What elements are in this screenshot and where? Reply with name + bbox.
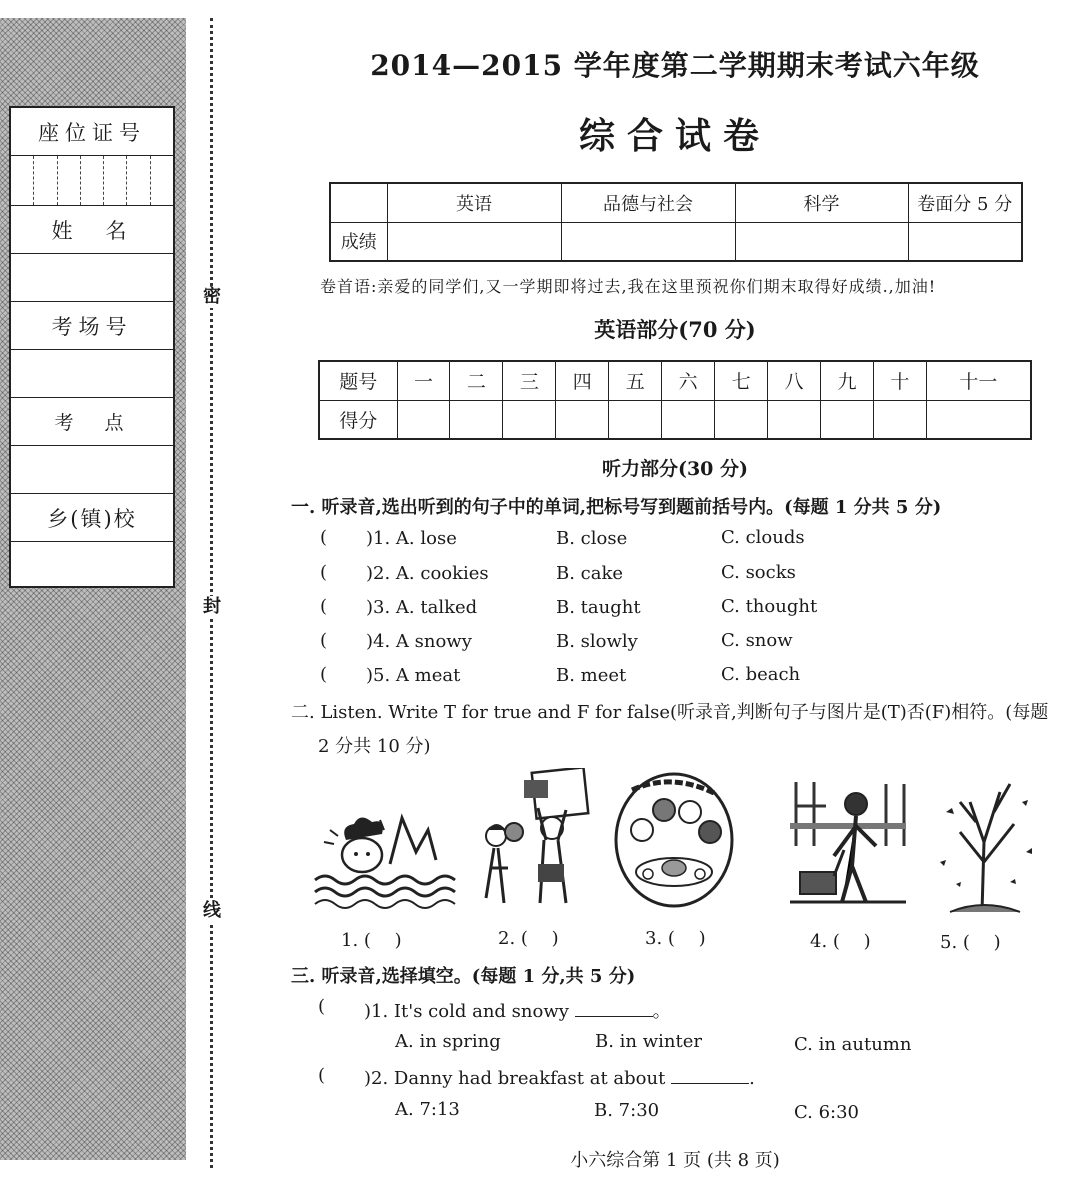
option-a: )2. A. cookies: [366, 563, 489, 584]
score-cell-science[interactable]: [735, 222, 908, 261]
score-header-neatness: 卷面分 5 分: [908, 183, 1022, 222]
picture-children-poster: [474, 768, 594, 913]
option-b: B. cake: [556, 563, 624, 584]
score-row-label: 成绩: [330, 222, 387, 261]
answer-paren[interactable]: (: [320, 562, 328, 583]
answer-paren[interactable]: (: [320, 527, 328, 548]
score-header-english: 英语: [387, 183, 561, 222]
q1-stem-text: )1. It's cold and snowy: [364, 1001, 569, 1022]
points-cell[interactable]: [768, 400, 821, 439]
score-table-corner: [330, 183, 387, 222]
listening-title: 听力部分(30 分): [601, 458, 749, 480]
name-label: 姓 名: [51, 218, 133, 243]
score-header-science: 科学: [735, 183, 908, 222]
option-c: C. thought: [721, 596, 818, 617]
q1-end-punct: 。: [652, 1001, 671, 1022]
question-number: 二: [450, 361, 503, 400]
student-info-box: [9, 106, 175, 588]
points-cell[interactable]: [503, 400, 556, 439]
points-cell[interactable]: [926, 400, 1031, 439]
option-c: C. beach: [721, 664, 801, 685]
q2-stem-text: )2. Danny had breakfast at about: [364, 1068, 666, 1089]
option-c: C. clouds: [721, 527, 805, 548]
score-cell-english[interactable]: [387, 222, 561, 261]
question-score-table: [318, 360, 1032, 440]
score-header-morality: 品德与社会: [561, 183, 735, 222]
picture-answer-4[interactable]: 4. ( ): [810, 931, 871, 952]
picture-answer-2[interactable]: 2. ( ): [498, 928, 559, 949]
picture-answer-1[interactable]: 1. ( ): [341, 930, 402, 951]
points-cell[interactable]: [609, 400, 662, 439]
picture-answer-5[interactable]: 5. ( ): [940, 932, 1001, 953]
q2-option-b: B. 7:30: [594, 1100, 660, 1121]
points-cell[interactable]: [873, 400, 926, 439]
option-a: )3. A. talked: [366, 597, 478, 618]
points-cell[interactable]: [397, 400, 450, 439]
question-number: 八: [768, 361, 821, 400]
option-c: C. snow: [721, 630, 793, 651]
exam-room-label-row: [11, 302, 173, 350]
name-field[interactable]: [11, 254, 173, 302]
option-b: B. meet: [556, 665, 627, 686]
cut-mark-xian: 线: [203, 900, 221, 921]
question-number: 三: [503, 361, 556, 400]
exam-site-label-row: [11, 398, 173, 446]
exam-title: 2014—2015 学年度第二学期期末考试六年级: [370, 49, 980, 82]
option-b: B. close: [556, 528, 628, 549]
question-number: 十一: [926, 361, 1031, 400]
option-b: B. slowly: [556, 631, 638, 652]
points-cell[interactable]: [821, 400, 874, 439]
points-cell[interactable]: [450, 400, 503, 439]
exam-subtitle: 综合试卷: [578, 115, 771, 157]
q1-option-c: C. in autumn: [794, 1034, 912, 1055]
answer-paren[interactable]: (: [318, 996, 326, 1017]
part3-heading: 三. 听录音,选择填空。(每题 1 分,共 5 分): [291, 966, 636, 987]
part2-heading: 二. Listen. Write T for true and F for false(听录音,判断句子与图片是(T)否(F)相符。(每题: [291, 702, 1049, 723]
cut-line: [210, 18, 213, 1168]
q1-option-b: B. in winter: [595, 1031, 702, 1052]
score-cell-morality[interactable]: [561, 222, 735, 261]
question-number: 四: [556, 361, 609, 400]
motto: 卷首语:亲爱的同学们,又一学期即将过去,我在这里预祝你们期末取得好成绩.,加油!: [320, 277, 937, 296]
question-number: 六: [662, 361, 715, 400]
answer-paren[interactable]: (: [320, 664, 328, 685]
page-footer: 小六综合第 1 页 (共 8 页): [570, 1150, 780, 1171]
exam-site-label: 考 点: [54, 412, 130, 434]
option-c: C. socks: [721, 562, 796, 583]
picture-swimming: [310, 800, 460, 910]
points-row-label: 得分: [319, 400, 397, 439]
q2-option-a: A. 7:13: [395, 1099, 460, 1120]
picture-autumn-tree: [930, 772, 1040, 917]
school-field[interactable]: [11, 542, 173, 586]
picture-man-mowing: [786, 776, 911, 911]
question-row-label: 题号: [319, 361, 397, 400]
cut-mark-mi: 密: [203, 286, 221, 307]
seat-number-label: 座位证号: [38, 120, 146, 145]
option-a: )1. A. lose: [366, 528, 457, 549]
part3-q2-stem: [364, 1066, 755, 1089]
points-cell[interactable]: [715, 400, 768, 439]
part2-heading-cont: 2 分共 10 分): [318, 736, 431, 757]
points-cell[interactable]: [556, 400, 609, 439]
question-number: 五: [609, 361, 662, 400]
english-section-title: 英语部分(70 分): [594, 317, 756, 342]
option-b: B. taught: [556, 597, 641, 618]
fill-blank[interactable]: [671, 1066, 749, 1084]
question-number: 九: [821, 361, 874, 400]
exam-room-label: 考场号: [51, 314, 133, 339]
q1-option-a: A. in spring: [395, 1031, 501, 1052]
exam-site-field[interactable]: [11, 446, 173, 494]
question-number: 七: [715, 361, 768, 400]
answer-paren[interactable]: (: [320, 630, 328, 651]
seat-number-boxes[interactable]: [11, 156, 173, 206]
picture-answer-3[interactable]: 3. ( ): [645, 928, 706, 949]
answer-paren[interactable]: (: [318, 1065, 326, 1086]
fill-blank[interactable]: [575, 999, 653, 1017]
score-table: [329, 182, 1023, 262]
score-cell-neatness[interactable]: [908, 222, 1022, 261]
seat-number-label-row: [11, 108, 173, 156]
exam-room-field[interactable]: [11, 350, 173, 398]
option-a: )5. A meat: [366, 665, 461, 686]
school-label-row: [11, 494, 173, 542]
question-number: 十: [873, 361, 926, 400]
question-number: 一: [397, 361, 450, 400]
picture-family-dinner: [612, 770, 737, 910]
school-label: 乡(镇)校: [47, 506, 137, 531]
points-cell[interactable]: [662, 400, 715, 439]
part3-q1-stem: [364, 997, 671, 1023]
q2-option-c: C. 6:30: [794, 1102, 859, 1123]
part1-heading: 一. 听录音,选出听到的句子中的单词,把标号写到题前括号内。(每题 1 分共 5 分): [291, 497, 942, 518]
answer-paren[interactable]: (: [320, 596, 328, 617]
option-a: )4. A snowy: [366, 631, 472, 652]
q2-end-punct: .: [749, 1068, 755, 1089]
cut-mark-feng: 封: [203, 596, 221, 617]
name-label-row: [11, 206, 173, 254]
